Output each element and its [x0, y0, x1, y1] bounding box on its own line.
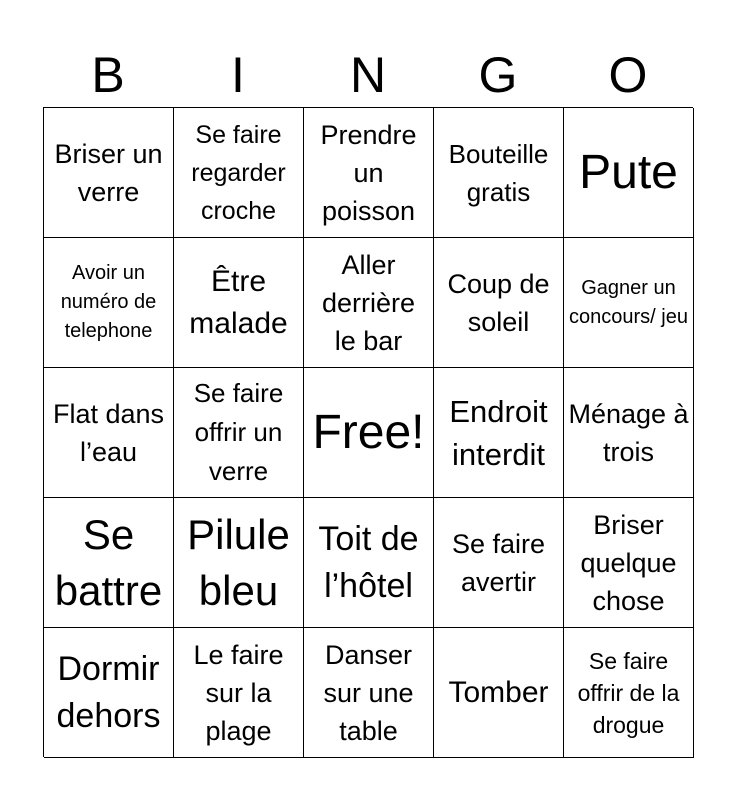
bingo-cell[interactable]: Se faire offrir un verre	[174, 368, 304, 498]
bingo-cell[interactable]: Dormir dehors	[44, 628, 174, 758]
bingo-card-grid	[43, 107, 693, 757]
bingo-cell[interactable]: Pute	[564, 108, 694, 238]
bingo-cell[interactable]: Se faire avertir	[434, 498, 564, 628]
bingo-cell[interactable]: Pilule bleu	[174, 498, 304, 628]
header-letter-n: N	[349, 47, 387, 103]
bingo-cell[interactable]: Briser un verre	[44, 108, 174, 238]
bingo-cell[interactable]: Flat dans l’eau	[44, 368, 174, 498]
bingo-cell[interactable]: Bouteille gratis	[434, 108, 564, 238]
bingo-cell[interactable]: Se faire regarder croche	[174, 108, 304, 238]
bingo-cell[interactable]: Danser sur une table	[304, 628, 434, 758]
free-space: Free!	[304, 368, 434, 498]
bingo-cell[interactable]: Prendre un poisson	[304, 108, 434, 238]
bingo-cell[interactable]: Se battre	[44, 498, 174, 628]
bingo-cell[interactable]: Toit de l’hôtel	[304, 498, 434, 628]
bingo-cell[interactable]: Être malade	[174, 238, 304, 368]
bingo-cell[interactable]: Tomber	[434, 628, 564, 758]
header-letter-i: I	[231, 47, 245, 103]
bingo-cell[interactable]: Le faire sur la plage	[174, 628, 304, 758]
bingo-cell[interactable]: Endroit interdit	[434, 368, 564, 498]
bingo-cell[interactable]: Avoir un numéro de telephone	[44, 238, 174, 368]
bingo-cell[interactable]: Ménage à trois	[564, 368, 694, 498]
bingo-cell[interactable]: Coup de soleil	[434, 238, 564, 368]
header-letter-g: G	[478, 47, 518, 103]
header-letter-b: B	[91, 47, 125, 103]
bingo-header	[43, 44, 693, 106]
bingo-cell[interactable]: Se faire offrir de la drogue	[564, 628, 694, 758]
bingo-cell[interactable]: Aller derrière le bar	[304, 238, 434, 368]
bingo-cell[interactable]: Briser quelque chose	[564, 498, 694, 628]
header-letter-o: O	[608, 47, 648, 103]
bingo-cell[interactable]: Gagner un concours/ jeu	[564, 238, 694, 368]
